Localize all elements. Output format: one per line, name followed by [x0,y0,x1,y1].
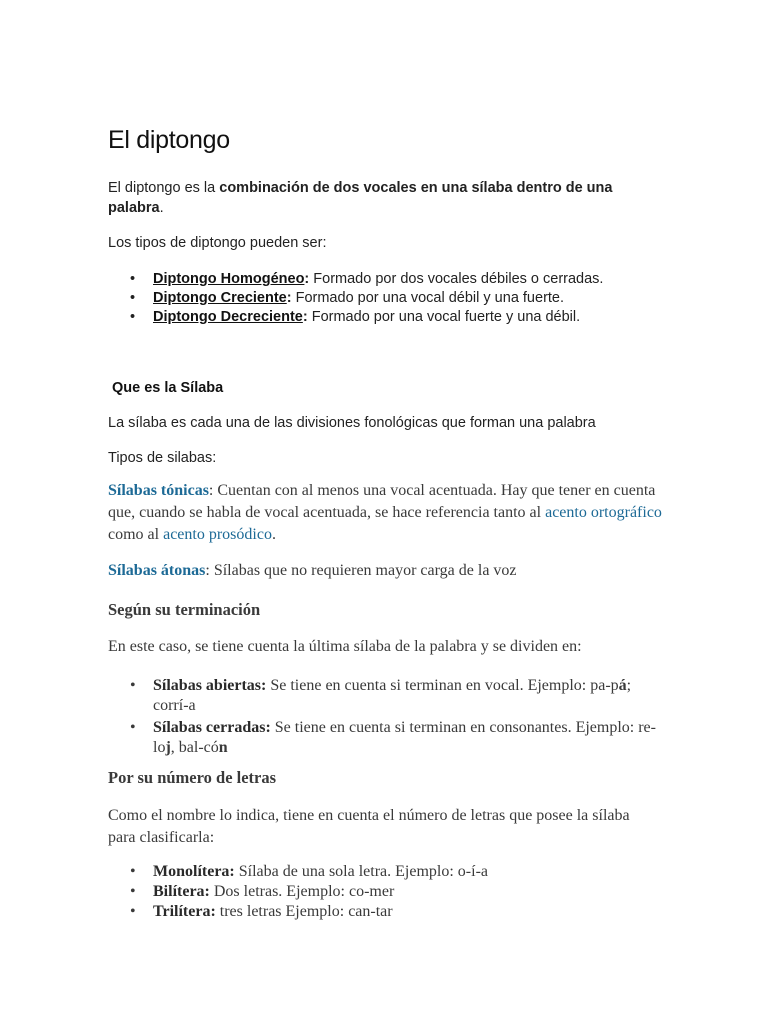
colon: : [302,309,308,325]
item-desc: , bal-có [170,739,219,756]
list-item [108,289,708,308]
list-item [108,862,668,882]
colon: : [286,290,292,306]
list-item [108,270,708,289]
item-desc: tres letras Ejemplo: can-tar [215,903,393,920]
atonas-text: : Sílabas que no requieren mayor carga de la voz [205,562,517,579]
item-term: Bilítera: [153,883,210,900]
letras-heading: Por su número de letras [108,768,277,787]
diptongo-desc: Formado por una vocal débil y una fuerte. [291,290,565,306]
item-emphasis: n [218,739,228,756]
bullet-icon: • [130,719,136,736]
tonicas-text: como al [108,526,164,543]
page-title: El diptongo [108,126,230,154]
item-desc: ; corrí-a [153,677,632,714]
letras-list [108,862,668,922]
acento-ortografico-link[interactable]: acento ortográfico [545,504,662,521]
tonicas-paragraph [108,480,664,546]
letras-lead: Como el nombre lo indica, tiene en cuenta el número de letras que posee la sílaba para clasificarla: [108,807,630,846]
colon: : [304,271,310,287]
terminacion-list [108,676,668,758]
diptongo-types-lead: Los tipos de diptongo pueden ser: [108,235,327,251]
intro-paragraph [108,178,668,218]
list-item [108,718,668,758]
diptongo-list [108,270,708,327]
bullet-icon: • [130,903,136,920]
diptongo-term: Diptongo Creciente [153,290,287,306]
diptongo-term: Diptongo Homogéneo [153,271,305,287]
atonas-term: Sílabas átonas [108,562,206,579]
item-desc: Sílaba de una sola letra. Ejemplo: o-í-a [234,863,488,880]
silaba-heading: Que es la Sílaba [112,380,224,396]
tonicas-term: Sílabas tónicas [108,482,209,499]
terminacion-lead: En este caso, se tiene cuenta la última sílaba de la palabra y se dividen en: [108,638,582,655]
bullet-icon: • [130,677,136,694]
bullet-icon: • [130,271,136,287]
bullet-icon: • [130,863,136,880]
bullet-icon: • [130,883,136,900]
terminacion-heading: Según su terminación [108,600,261,619]
intro-bold: combinación de dos vocales en una sílaba dentro de una palabra [108,180,613,216]
diptongo-term: Diptongo Decreciente [153,309,303,325]
item-term: Sílabas abiertas: [153,677,267,694]
diptongo-desc: Formado por dos vocales débiles o cerradas. [309,271,604,287]
bullet-icon: • [130,309,136,325]
diptongo-desc: Formado por una vocal fuerte y una débil. [307,309,581,325]
item-term: Trilítera: [153,903,216,920]
list-item [108,902,668,922]
list-item [108,308,708,327]
intro-post: . [159,200,164,216]
item-desc: Se tiene en cuenta si terminan en consonantes. Ejemplo: re-lo [153,719,656,756]
tonicas-text: : Cuentan con al menos una vocal acentuada. Hay que tener en cuenta que, cuando se habla de vocal acentuada, se hace referencia tanto al [108,482,656,521]
item-term: Monolítera: [153,863,235,880]
item-desc: Dos letras. Ejemplo: co-mer [209,883,395,900]
item-desc: Se tiene en cuenta si terminan en vocal. Ejemplo: pa-p [266,677,619,694]
item-term: Sílabas cerradas: [153,719,271,736]
tonicas-text: . [271,526,276,543]
intro-pre: El diptongo es la [108,180,220,196]
list-item [108,676,668,716]
atonas-paragraph [108,560,517,582]
bullet-icon: • [130,290,136,306]
item-emphasis: j [165,739,171,756]
list-item [108,882,668,902]
item-emphasis: á [618,677,627,694]
silaba-definition: La sílaba es cada una de las divisiones fonológicas que forman una palabra [108,415,596,431]
acento-prosodico-link[interactable]: acento prosódico [163,526,272,543]
silaba-types-lead: Tipos de silabas: [108,450,217,466]
